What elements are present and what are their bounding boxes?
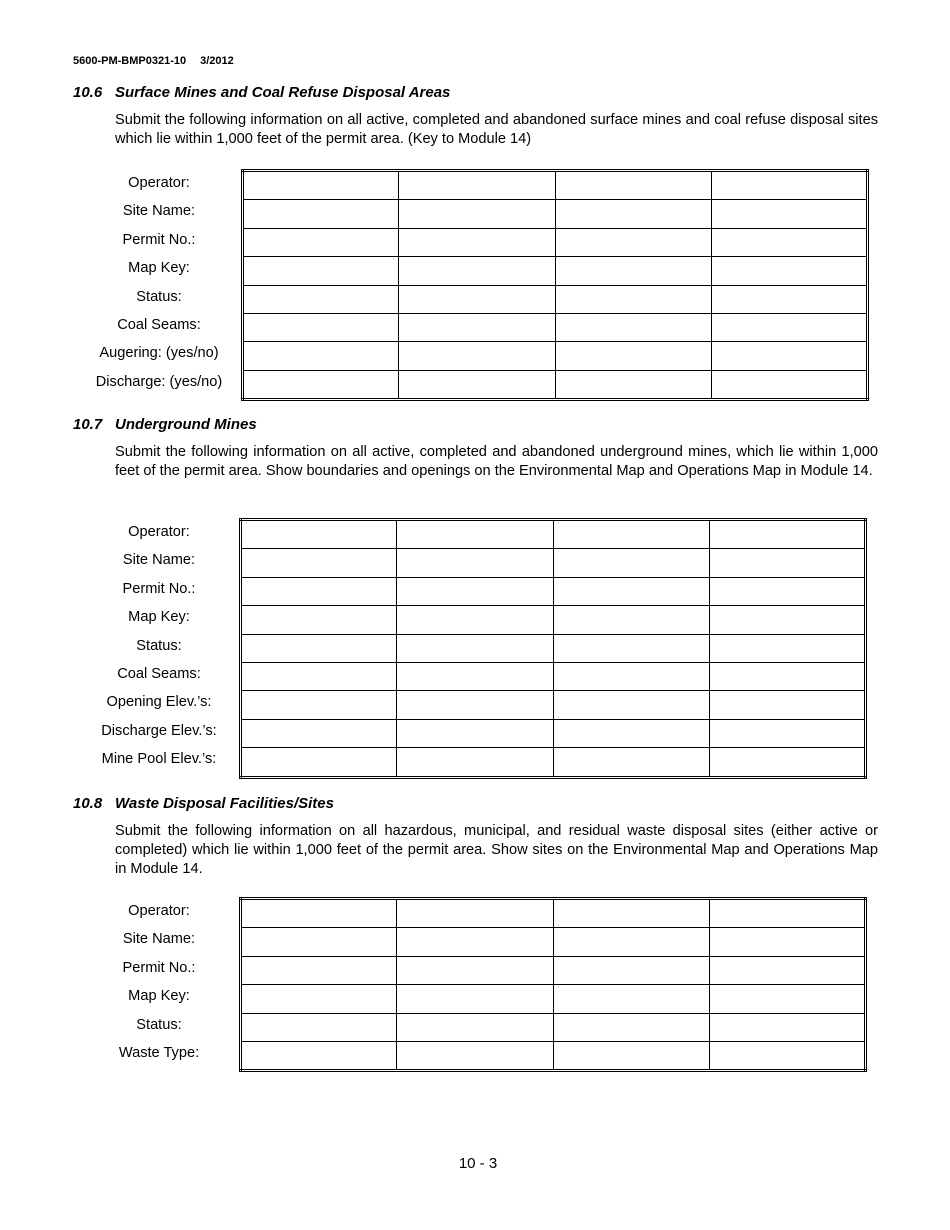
form-number: 5600-PM-BMP0321-10 xyxy=(73,55,187,67)
input-cell[interactable] xyxy=(711,285,867,313)
row-label: Coal Seams: xyxy=(117,316,201,333)
input-cell[interactable] xyxy=(553,719,709,747)
input-cell[interactable] xyxy=(241,606,397,634)
input-cell[interactable] xyxy=(397,899,553,928)
input-cell[interactable] xyxy=(711,342,867,370)
input-cell[interactable] xyxy=(553,662,709,690)
input-cell[interactable] xyxy=(397,577,553,605)
input-cell[interactable] xyxy=(709,928,865,956)
input-cell[interactable] xyxy=(553,577,709,605)
table-row xyxy=(243,342,868,370)
input-cell[interactable] xyxy=(555,200,711,228)
input-cell[interactable] xyxy=(241,634,397,662)
input-cell[interactable] xyxy=(397,928,553,956)
table-row xyxy=(241,549,866,577)
input-cell[interactable] xyxy=(399,257,555,285)
table-row xyxy=(243,200,868,228)
table-row xyxy=(243,257,868,285)
input-cell[interactable] xyxy=(709,1041,865,1070)
input-cell[interactable] xyxy=(397,1013,553,1041)
input-cell[interactable] xyxy=(399,285,555,313)
input-cell[interactable] xyxy=(555,313,711,341)
table-row xyxy=(241,577,866,605)
input-cell[interactable] xyxy=(399,200,555,228)
input-cell[interactable] xyxy=(553,606,709,634)
input-cell[interactable] xyxy=(397,748,553,777)
input-cell[interactable] xyxy=(553,985,709,1013)
table-row xyxy=(241,606,866,634)
row-label: Discharge: (yes/no) xyxy=(95,373,223,390)
input-cell[interactable] xyxy=(553,549,709,577)
input-cell[interactable] xyxy=(397,606,553,634)
input-cell[interactable] xyxy=(555,342,711,370)
input-cell[interactable] xyxy=(399,370,555,399)
table-row xyxy=(241,662,866,690)
input-cell[interactable] xyxy=(555,171,711,200)
table-row xyxy=(241,1041,866,1070)
input-cell[interactable] xyxy=(243,285,399,313)
page-number: 10 - 3 xyxy=(458,1155,498,1172)
row-label: Site Name: xyxy=(122,931,196,948)
input-cell[interactable] xyxy=(553,1013,709,1041)
input-cell[interactable] xyxy=(709,691,865,719)
input-cell[interactable] xyxy=(241,520,397,549)
input-cell[interactable] xyxy=(553,956,709,984)
row-label: Status: xyxy=(136,288,182,305)
row-label: Permit No.: xyxy=(122,580,196,597)
surface-mines-table xyxy=(241,169,869,401)
input-cell[interactable] xyxy=(399,228,555,256)
input-cell[interactable] xyxy=(241,956,397,984)
input-cell[interactable] xyxy=(555,257,711,285)
row-label: Permit No.: xyxy=(122,959,196,976)
table-row xyxy=(241,634,866,662)
input-cell[interactable] xyxy=(709,748,865,777)
form-identifier xyxy=(73,55,234,67)
input-cell[interactable] xyxy=(397,691,553,719)
row-label: Permit No.: xyxy=(122,231,196,248)
input-cell[interactable] xyxy=(241,577,397,605)
input-cell[interactable] xyxy=(709,520,865,549)
input-cell[interactable] xyxy=(711,171,867,200)
section-title: Waste Disposal Facilities/Sites xyxy=(115,795,334,812)
input-cell[interactable] xyxy=(709,985,865,1013)
input-cell[interactable] xyxy=(241,549,397,577)
section-heading xyxy=(73,416,257,433)
row-label: Mine Pool Elev.’s: xyxy=(101,751,217,768)
row-label: Site Name: xyxy=(122,203,196,220)
row-label: Status: xyxy=(136,637,182,654)
section-number: 10.6 xyxy=(73,84,103,101)
input-cell[interactable] xyxy=(397,520,553,549)
input-cell[interactable] xyxy=(241,719,397,747)
input-cell[interactable] xyxy=(555,370,711,399)
input-cell[interactable] xyxy=(397,956,553,984)
input-cell[interactable] xyxy=(397,634,553,662)
row-label: Coal Seams: xyxy=(117,665,201,682)
input-cell[interactable] xyxy=(399,313,555,341)
input-cell[interactable] xyxy=(711,370,867,399)
table-row xyxy=(241,985,866,1013)
input-cell[interactable] xyxy=(709,1013,865,1041)
section-title: Underground Mines xyxy=(115,416,257,433)
table-row xyxy=(241,899,866,928)
section-heading xyxy=(73,84,450,101)
input-cell[interactable] xyxy=(555,228,711,256)
table-row xyxy=(243,228,868,256)
table-row xyxy=(243,171,868,200)
row-label: Map Key: xyxy=(128,609,190,626)
row-label: Opening Elev.’s: xyxy=(106,694,212,711)
row-labels xyxy=(78,169,240,396)
row-label: Operator: xyxy=(128,903,190,919)
input-cell[interactable] xyxy=(243,342,399,370)
row-label: Discharge Elev.’s: xyxy=(101,722,217,739)
underground-mines-table xyxy=(239,518,867,779)
section-number: 10.7 xyxy=(73,416,103,433)
row-label: Waste Type: xyxy=(118,1044,200,1061)
row-label: Augering: (yes/no) xyxy=(99,345,219,362)
input-cell[interactable] xyxy=(711,228,867,256)
input-cell[interactable] xyxy=(553,748,709,777)
input-cell[interactable] xyxy=(243,370,399,399)
input-cell[interactable] xyxy=(241,1041,397,1070)
input-cell[interactable] xyxy=(241,1013,397,1041)
row-label: Operator: xyxy=(128,175,190,191)
input-cell[interactable] xyxy=(553,691,709,719)
input-cell[interactable] xyxy=(241,748,397,777)
input-cell[interactable] xyxy=(711,313,867,341)
input-cell[interactable] xyxy=(241,928,397,956)
input-cell[interactable] xyxy=(243,313,399,341)
input-cell[interactable] xyxy=(709,956,865,984)
table-row xyxy=(241,1013,866,1041)
row-label: Operator: xyxy=(128,524,190,540)
table-row xyxy=(241,956,866,984)
input-cell[interactable] xyxy=(555,285,711,313)
input-cell[interactable] xyxy=(241,691,397,719)
input-cell[interactable] xyxy=(241,985,397,1013)
input-cell[interactable] xyxy=(397,549,553,577)
table-row xyxy=(241,748,866,777)
input-cell[interactable] xyxy=(709,577,865,605)
input-cell[interactable] xyxy=(709,719,865,747)
input-cell[interactable] xyxy=(709,634,865,662)
table-row xyxy=(243,313,868,341)
input-cell[interactable] xyxy=(553,634,709,662)
section-description: Submit the following information on all active, completed and abandoned underground mines, which lie within 1,000 feet of the permit area. Show boundaries and openings on the Environmental Map and Operations Map in Module 14. xyxy=(115,444,878,479)
input-cell[interactable] xyxy=(553,1041,709,1070)
input-cell[interactable] xyxy=(709,549,865,577)
input-cell[interactable] xyxy=(709,606,865,634)
form-date: 3/2012 xyxy=(200,55,234,67)
input-cell[interactable] xyxy=(397,662,553,690)
row-label: Site Name: xyxy=(122,552,196,569)
section-number: 10.8 xyxy=(73,795,103,812)
table-row xyxy=(241,520,866,549)
input-cell[interactable] xyxy=(243,200,399,228)
input-cell[interactable] xyxy=(399,171,555,200)
row-label: Status: xyxy=(136,1016,182,1033)
input-cell[interactable] xyxy=(553,899,709,928)
table-row xyxy=(241,719,866,747)
input-cell[interactable] xyxy=(553,928,709,956)
waste-disposal-table xyxy=(239,897,867,1072)
input-cell[interactable] xyxy=(711,257,867,285)
row-labels xyxy=(78,518,240,774)
table-row xyxy=(241,691,866,719)
row-label: Map Key: xyxy=(128,988,190,1005)
input-cell[interactable] xyxy=(709,899,865,928)
section-heading xyxy=(73,795,334,812)
row-labels xyxy=(78,897,240,1067)
input-cell[interactable] xyxy=(397,719,553,747)
input-cell[interactable] xyxy=(709,662,865,690)
input-cell[interactable] xyxy=(241,662,397,690)
section-description: Submit the following information on all active, completed and abandoned surface mines and coal refuse disposal sites which lie within 1,000 feet of the permit area. (Key to Module 14) xyxy=(115,112,878,147)
input-cell[interactable] xyxy=(553,520,709,549)
table-row xyxy=(243,285,868,313)
input-cell[interactable] xyxy=(243,228,399,256)
input-cell[interactable] xyxy=(711,200,867,228)
input-cell[interactable] xyxy=(243,171,399,200)
table-row xyxy=(241,928,866,956)
table-row xyxy=(243,370,868,399)
section-title: Surface Mines and Coal Refuse Disposal Areas xyxy=(115,84,451,101)
input-cell[interactable] xyxy=(397,985,553,1013)
input-cell[interactable] xyxy=(241,899,397,928)
section-description: Submit the following information on all hazardous, municipal, and residual waste disposal sites (either active or completed) which lie within 1,000 feet of the permit area. Show sites on the Environmental Map and Operations Map in Module 14. xyxy=(115,823,878,877)
input-cell[interactable] xyxy=(399,342,555,370)
input-cell[interactable] xyxy=(243,257,399,285)
input-cell[interactable] xyxy=(397,1041,553,1070)
row-label: Map Key: xyxy=(128,260,190,277)
